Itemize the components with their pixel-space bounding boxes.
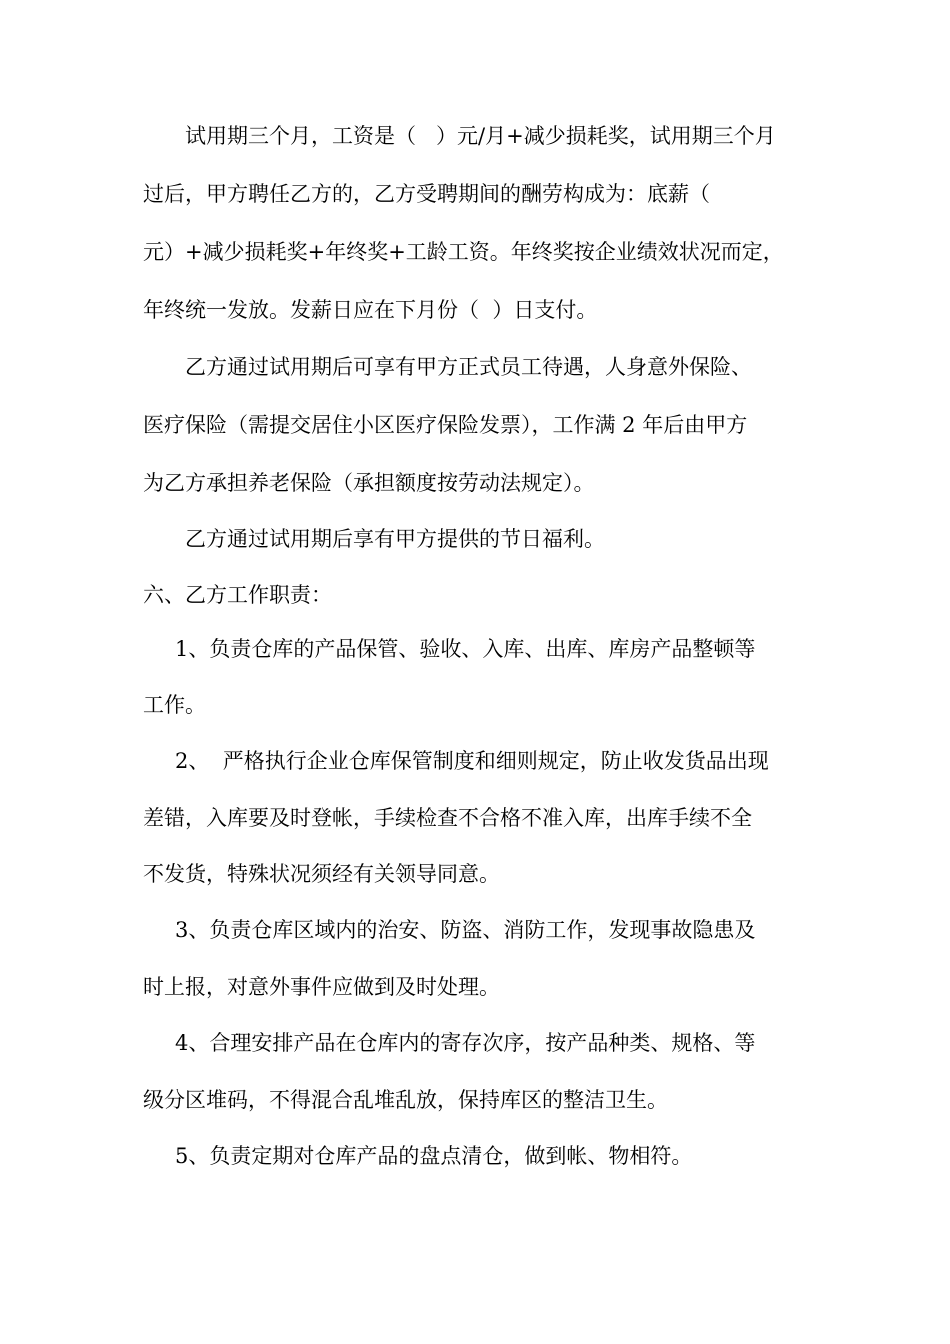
text-line: 乙方通过试用期后可享有甲方正式员工待遇，人身意外保险、 [185, 355, 752, 379]
list-item: 4、合理安排产品在仓库内的寄存次序，按产品种类、规格、等 [175, 1031, 756, 1055]
text-line: 医疗保险（需提交居住小区医疗保险发票），工作满 2 年后由甲方 [143, 413, 748, 437]
text-line: 元）+减少损耗奖+年终奖+工龄工资。年终奖按企业绩效状况而定， [143, 240, 784, 264]
list-item: 3、负责仓库区域内的治安、防盗、消防工作，发现事故隐患及 [175, 918, 756, 942]
text-line: 差错，入库要及时登帐，手续检查不合格不准入库，出库手续不全 [143, 806, 752, 830]
text-line: 级分区堆码，不得混合乱堆乱放，保持库区的整洁卫生。 [143, 1088, 668, 1112]
text-line: 过后，甲方聘任乙方的，乙方受聘期间的酬劳构成为：底薪（ [143, 182, 710, 206]
list-item: 1、负责仓库的产品保管、验收、入库、出库、库房产品整顿等 [175, 637, 756, 661]
text-line: 时上报，对意外事件应做到及时处理。 [143, 975, 500, 999]
section-heading: 六、乙方工作职责： [143, 583, 332, 607]
text-line: 为乙方承担养老保险（承担额度按劳动法规定）。 [143, 471, 595, 495]
text-line: 乙方通过试用期后享有甲方提供的节日福利。 [185, 527, 605, 551]
text-line: 工作。 [143, 693, 206, 717]
text-line: 试用期三个月，工资是（ ）元/月+减少损耗奖，试用期三个月 [185, 124, 776, 148]
text-line: 年终统一发放。发薪日应在下月份（ ）日支付。 [143, 298, 598, 322]
list-item: 5、负责定期对仓库产品的盘点清仓，做到帐、物相符。 [175, 1144, 693, 1168]
text-line: 不发货，特殊状况须经有关领导同意。 [143, 862, 500, 886]
list-item: 2、 严格执行企业仓库保管制度和细则规定，防止收发货品出现 [175, 749, 769, 773]
